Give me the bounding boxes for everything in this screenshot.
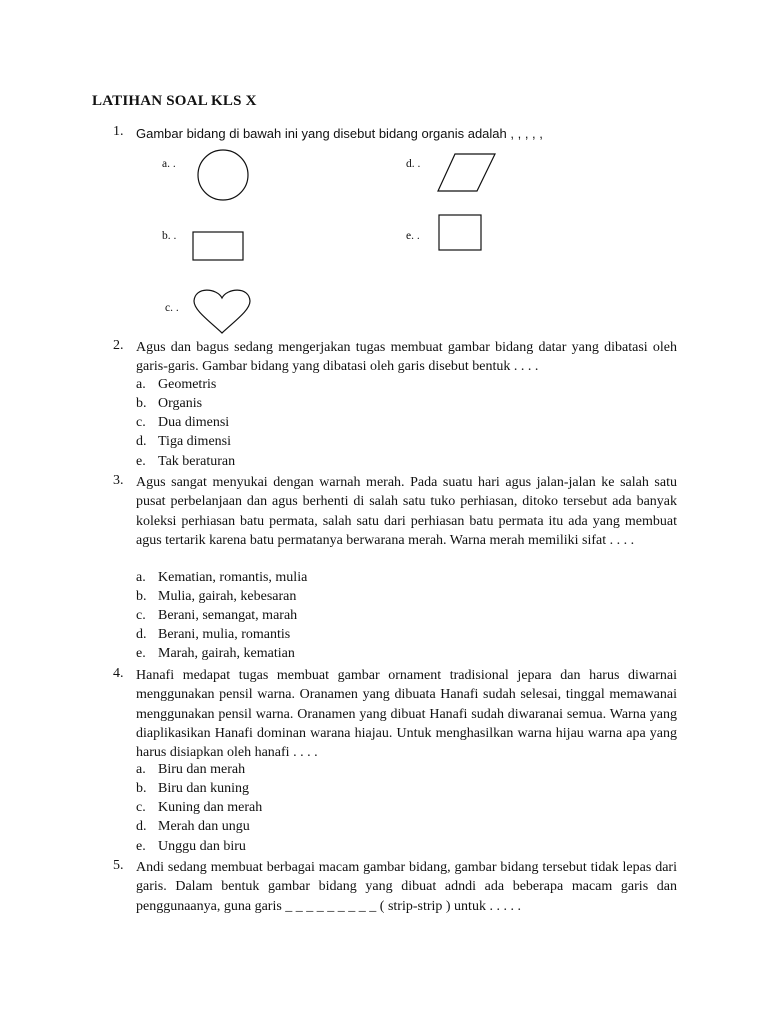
option-letter: d. <box>136 627 147 642</box>
shape-option-label: e. . <box>406 230 420 242</box>
rectangle-icon <box>192 231 245 262</box>
option-letter: b. <box>136 589 147 604</box>
option-text: Berani, semangat, marah <box>158 608 298 623</box>
option-text: Kuning dan merah <box>158 800 263 815</box>
option-text: Mulia, gairah, kebesaran <box>158 589 297 604</box>
option-letter: e. <box>136 454 146 469</box>
shape-option-label: b. . <box>162 230 177 242</box>
question-text: Gambar bidang di bawah ini yang disebut bidang organis adalah , , , , , <box>136 126 543 141</box>
question-number: 3. <box>113 473 124 488</box>
question-text: Hanafi medapat tugas membuat gambar ornament tradisional jepara dan harus diwarnai menggunakan pensil warna. Oranamen yang dibuata Hanafi sudah selesai, tinggal memawanai menggunakan pensil warna. Oranamen yang dibuat Hanafi sudah diwaranai semua. Warna yang diaplikasikan Hanafi dominan warana hiajau. Untuk menghasilkan warna hijau warna apa yang harus disiapkan oleh hanafi . . . . <box>136 668 677 761</box>
heart-icon <box>192 287 252 335</box>
option-letter: e. <box>136 839 146 854</box>
option-letter: d. <box>136 434 147 449</box>
question-text: Agus dan bagus sedang mengerjakan tugas membuat gambar bidang datar yang dibatasi oleh garis-garis. Gambar bidang yang dibatasi oleh garis disebut bentuk . . . . <box>136 340 677 375</box>
question-number: 5. <box>113 858 124 873</box>
option-letter: b. <box>136 781 147 796</box>
option-letter: a. <box>136 570 146 585</box>
option-text: Biru dan kuning <box>158 781 249 796</box>
shape-option-label: d. . <box>406 158 421 170</box>
question-number: 1. <box>113 124 124 139</box>
option-text: Marah, gairah, kematian <box>158 646 295 661</box>
question-number: 2. <box>113 338 124 353</box>
option-letter: c. <box>136 608 146 623</box>
option-letter: e. <box>136 646 146 661</box>
question-text: Agus sangat menyukai dengan warnah merah. Pada suatu hari agus jalan-jalan ke salah satu pusat perbelanjaan dan agus berhenti di salah satu tuko perhiasan, ditoko tersebut ada banyak koleksi perhiasan batu permata, salah satu dari perhiasan batu permata itu ada yang membuat agus tertarik karena batu permatanya berwarana merah. Warna merah memiliki sifat . . . . <box>136 475 677 548</box>
option-letter: c. <box>136 415 146 430</box>
option-text: Dua dimensi <box>158 415 230 430</box>
shape-option-label: c. . <box>165 302 179 314</box>
parallelogram-icon <box>437 153 497 193</box>
question-number: 4. <box>113 666 124 681</box>
option-text: Merah dan ungu <box>158 819 250 834</box>
option-text: Organis <box>158 396 203 411</box>
option-text: Unggu dan biru <box>158 839 246 854</box>
option-letter: d. <box>136 819 147 834</box>
option-letter: c. <box>136 800 146 815</box>
option-text: Berani, mulia, romantis <box>158 627 291 642</box>
option-text: Kematian, romantis, mulia <box>158 570 308 585</box>
page-title: LATIHAN SOAL KLS X <box>92 93 257 109</box>
option-text: Tak beraturan <box>158 454 236 469</box>
option-letter: a. <box>136 762 146 777</box>
option-letter: a. <box>136 377 146 392</box>
circle-icon <box>197 149 251 203</box>
option-text: Tiga dimensi <box>158 434 231 449</box>
shape-option-label: a. . <box>162 158 176 170</box>
option-letter: b. <box>136 396 147 411</box>
option-text: Geometris <box>158 377 217 392</box>
option-text: Biru dan merah <box>158 762 246 777</box>
square-icon <box>438 214 483 252</box>
question-text: Andi sedang membuat berbagai macam gambar bidang, gambar bidang tersebut tidak lepas dari garis. Dalam bentuk gambar bidang yang dibuat adndi ada beberapa macam garis dan penggunaanya, guna garis _ _ _ _ _ _ _ _ _ ( strip-strip ) untuk . . . . . <box>136 860 677 914</box>
